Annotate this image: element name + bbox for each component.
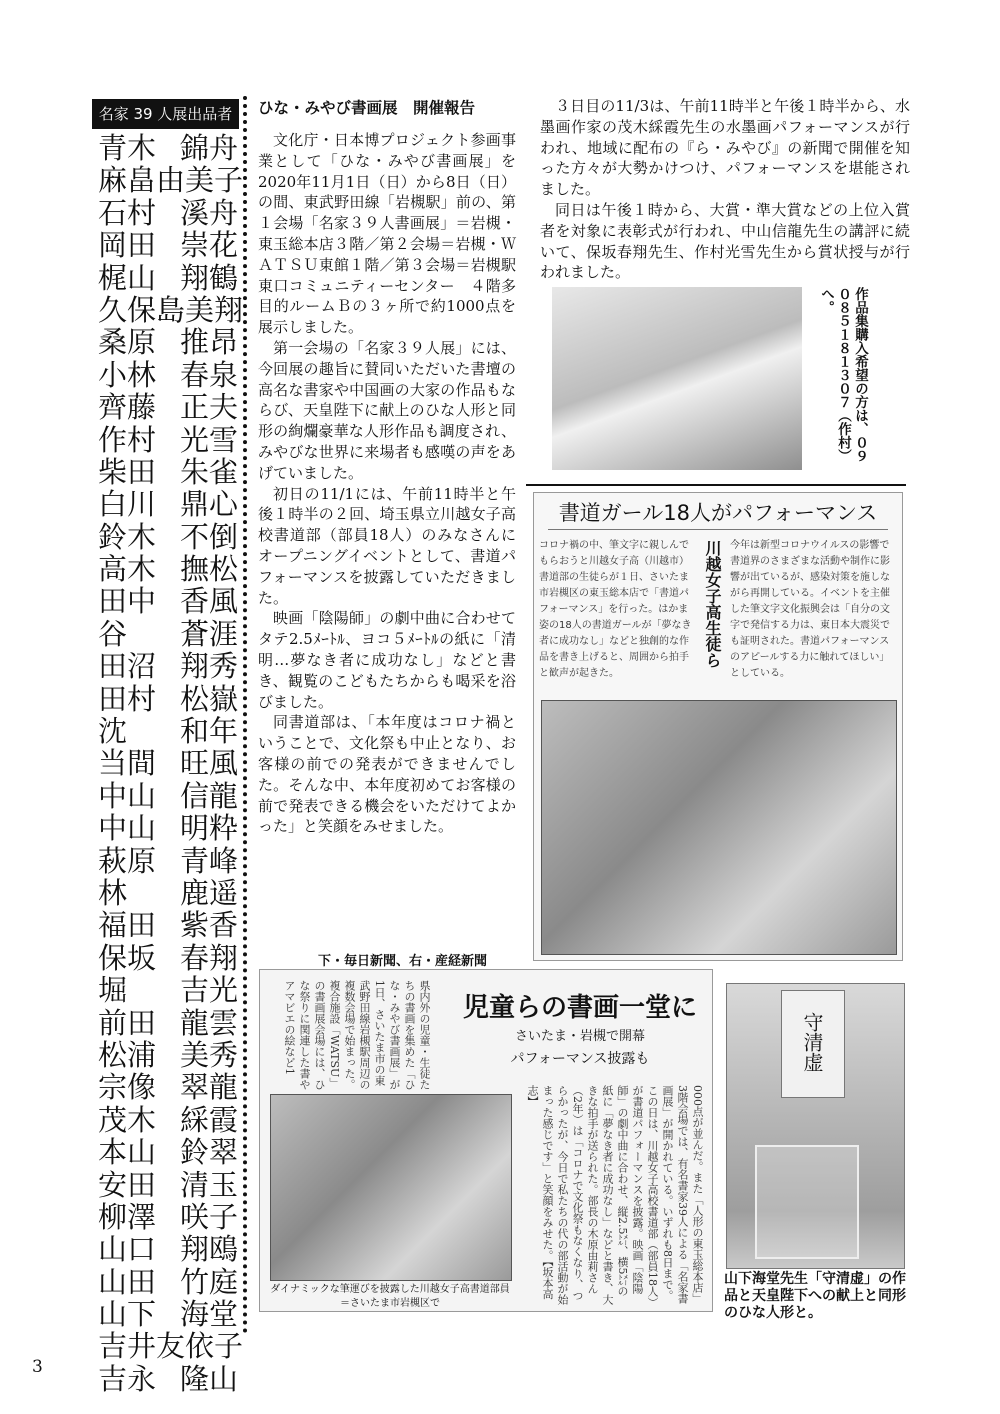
exhibitor-surname: 田中 — [98, 584, 157, 619]
exhibitor-name — [98, 1039, 238, 1071]
exhibitor-given-name: 崇花 — [179, 228, 238, 263]
exhibitor-surname: 吉井友 — [98, 1329, 186, 1364]
exhibitor-surname: 萩原 — [98, 843, 157, 878]
exhibitor-given-name: 翔秀 — [179, 649, 238, 684]
exhibitor-given-name: 依子 — [185, 1329, 244, 1364]
mainichi-photo-caption: ダイナミックな筆運びを披露した川越女子高書道部員＝さいたま市岩槻区で — [270, 1284, 510, 1309]
mainichi-lead: 県内外の児童・生徒たちの書画を集めた「ひな・みやび書画展」が1日、さいたま市の東武野田線岩槻駅周辺の複数会場で始まった。複合施設「WATSU」の書画展会場には、ひな祭りに関連した書やアマビエの絵など1 — [283, 980, 431, 1090]
exhibitor-given-name: 溪舟 — [179, 195, 238, 230]
exhibitor-name — [98, 974, 238, 1006]
exhibitor-name — [98, 780, 238, 812]
exhibitor-given-name: 和年 — [179, 714, 238, 749]
exhibitor-given-name: 翔鴎 — [179, 1232, 238, 1267]
exhibitor-given-name: 吉光 — [179, 973, 238, 1008]
exhibitor-surname: 安田 — [98, 1167, 157, 1202]
mainichi-body: 000点が並んだ。また「人形の東玉総本店」3階会場では、有名書家39人による「名家書画展」が開かれている。いずれも8日まで。この日は、川越女子高校書道部（部員18人）が書道パフォーマンスを披露。映画「陰陽師」の劇中曲に合わせ、縦2.5㍍、横5㍍の紙に「夢なき者に成功なし」などと書き、大きな拍手が送られた。部長の木原由莉さん（2年）は「コロナで文化祭もなくなり、つらかったが、今日で私たちの代の部活動が始まった感じです」と笑顔をみせた。【坂本高志】 — [526, 1085, 704, 1305]
exhibitor-given-name: 咲子 — [179, 1199, 238, 1234]
exhibitor-given-name: 青峰 — [179, 843, 238, 878]
exhibitor-name — [98, 585, 238, 617]
calligraphy-performance-photo — [541, 700, 897, 955]
exhibitor-surname: 岡田 — [98, 228, 157, 263]
exhibitor-name — [98, 1104, 238, 1136]
right-article — [540, 96, 910, 283]
hina-doll-display-case — [755, 1145, 859, 1259]
exhibitor-name — [98, 683, 238, 715]
exhibitor-surname: 前田 — [98, 1005, 157, 1040]
exhibitor-name — [98, 1071, 238, 1103]
section-rule — [526, 484, 906, 486]
exhibitor-surname: 石村 — [98, 195, 157, 230]
exhibitor-given-name: 錦舟 — [179, 131, 238, 165]
exhibitor-name — [98, 229, 238, 261]
exhibitor-given-name: 推昂 — [179, 325, 238, 360]
exhibitor-given-name: 綵霞 — [179, 1102, 238, 1137]
exhibitor-given-name: 竹庭 — [179, 1264, 238, 1299]
exhibit-caption: 山下海堂先生「守清虚」の作品と天皇陛下への献上と同形のひな人形と。 — [724, 1271, 906, 1321]
exhibitor-given-name: 光雪 — [179, 422, 238, 457]
exhibitor-surname: 堀 — [98, 973, 128, 1008]
exhibitor-surname: 梶山 — [98, 260, 157, 295]
exhibitor-given-name: 隆山 — [179, 1361, 238, 1396]
article-paragraph: 映画「陰陽師」の劇中曲に合わせてタテ2.5ﾒｰﾄﾙ、ヨコ５ﾒｰﾄﾙの紙に「清明…夢なき者に成功なし」などと書き、観覧のこどもたちからも喝采を浴びました。 — [258, 609, 516, 711]
exhibitor-surname: 茂木 — [98, 1102, 157, 1137]
order-notice: 作品集購入希望の方は、０９０８５１８１３０７（作村）へ。 — [818, 287, 868, 463]
article-paragraph: 同書道部は、「本年度はコロナ禍ということで、文化祭も中止となり、お客様の前での発表ができませんでした。そんな中、本年度初めてお客様の前で発表できる機会をいただけてよかった」と笑顔をみせました。 — [258, 713, 516, 836]
exhibitor-name — [98, 326, 238, 358]
exhibitor-surname: 久保島 — [98, 292, 186, 327]
right-article-paragraph: ３日目の11/3は、午前11時半と午後１時半から、水墨画作家の茂木綵霞先生の水墨画パフォーマンスが行われ、地域に配布の『ら・みやび』の新聞で開催を知った方々が大勢かけつけ、パフォーマンスを堪能されました。 — [540, 97, 910, 199]
sankei-vertical-heading: 川越女子高生徒ら — [703, 540, 722, 668]
exhibitor-given-name: 明粋 — [179, 811, 238, 846]
exhibitor-given-name: 信龍 — [179, 778, 238, 813]
exhibitor-surname: 田村 — [98, 681, 157, 716]
article-paragraph: 初日の11/1には、午前11時半と午後１時半の２回、埼玉県立川越女子高校書道部（部員18人）のみなさんにオープニングイベントとして、書道パフォーマンスを披露していただきました。 — [258, 484, 516, 607]
exhibitor-surname: 白川 — [98, 487, 157, 522]
exhibitor-surname: 齊藤 — [98, 390, 157, 425]
exhibitor-name — [98, 163, 244, 198]
exhibitor-surname: 柳澤 — [98, 1199, 157, 1234]
exhibitor-name — [98, 197, 238, 229]
exhibitor-name — [98, 1169, 238, 1201]
exhibitor-names-list — [98, 131, 244, 1396]
exhibitor-surname: 作村 — [98, 422, 157, 457]
exhibitor-name — [98, 292, 244, 327]
exhibitor-name — [98, 1363, 238, 1395]
exhibitor-given-name: 美子 — [185, 163, 244, 198]
exhibitor-given-name: 撫松 — [179, 552, 238, 587]
exhibitor-surname: 小林 — [98, 357, 157, 392]
exhibitor-surname: 宗像 — [98, 1070, 157, 1105]
exhibitor-surname: 中山 — [98, 778, 157, 813]
exhibitor-given-name: 美秀 — [179, 1037, 238, 1072]
catalog-book-photo — [552, 287, 802, 470]
exhibitor-name — [98, 618, 238, 650]
exhibitor-given-name: 春泉 — [179, 357, 238, 392]
exhibitor-given-name: 鹿遥 — [179, 875, 238, 910]
exhibitor-given-name: 紫香 — [179, 908, 238, 943]
article-body — [258, 130, 516, 837]
exhibitor-surname: 麻畠由 — [98, 163, 186, 198]
mainichi-headline: 児童らの書画一堂に — [462, 993, 697, 1023]
exhibitor-surname: 山田 — [98, 1264, 157, 1299]
exhibitor-given-name: 旺風 — [179, 746, 238, 781]
exhibitor-name — [98, 553, 238, 585]
exhibitor-surname: 松浦 — [98, 1037, 157, 1072]
exhibitor-name — [98, 456, 238, 488]
sankei-column-1: コロナ禍の中、筆文字に親しんでもらおうと川越女子高（川越市）書道部の生徒らが１日、さいたま市岩槻区の東玉総本店で「書道パフォーマンス」を行った。はかま姿の18人の書道ガールが「夢なき者に成功なし」などと独創的な作品を書き上げると、周囲から拍手と歓声が起きた。 — [539, 540, 692, 679]
article-paragraph: 文化庁・日本博プロジェクト参画事業として「ひな・みやび書画展」を2020年11月1日（日）から8日（日）の間、東武野田線「岩槻駅」前の、第１会場「名家３９人書画展」＝岩槻・東玉総本店３階／第２会場＝岩槻・ＷＡＴＳＵ東館１階／第３会場＝岩槻駅東口コミュニティーセンター ４階多目的ルームＢの３ヶ所で約1000点を展示しました。 — [258, 131, 516, 337]
exhibitor-surname: 高木 — [98, 552, 157, 587]
exhibitor-name — [98, 877, 238, 909]
exhibitor-surname: 沈 — [98, 714, 128, 749]
exhibitor-name — [98, 715, 238, 747]
article-paragraph: 第一会場の「名家３９人展」には、今回展の趣旨に賛同いただいた書壇の高名な書家や中国画の大家の作品もならび、天皇陛下に献上のひな人形と同形の絢爛豪華な人形作品も調度され、みやびな世界に来場者も感嘆の声をあげていました。 — [258, 338, 516, 482]
exhibitor-name — [98, 391, 238, 423]
sankei-column-2: 今年は新型コロナウイルスの影響で書道界のさまざまな活動や制作に影響が出ているが、感染対策を施しながら再開している。イベントを主催した筆文字文化振興会は「自分の文字で発信する力は、東日本大震災でも証明された。書道パフォーマンスのアピールする力に触れてほしい」としている。 — [730, 540, 890, 679]
exhibitor-given-name: 松嶽 — [179, 681, 238, 716]
mainichi-photo — [270, 1094, 512, 1281]
exhibitor-surname: 山下 — [98, 1297, 157, 1332]
exhibitor-given-name: 朱雀 — [179, 454, 238, 489]
exhibitor-name — [98, 262, 238, 294]
exhibitor-name — [98, 521, 238, 553]
exhibitor-surname: 山口 — [98, 1232, 157, 1267]
exhibitor-name — [98, 747, 238, 779]
mainichi-subhead-2: パフォーマンス披露も — [510, 1051, 650, 1067]
sankei-headline: 書道ガール18人がパフォーマンス — [548, 497, 888, 530]
exhibitor-name — [98, 845, 238, 877]
exhibitor-surname: 谷 — [98, 616, 128, 651]
exhibitor-surname: 吉永 — [98, 1361, 157, 1396]
exhibitor-surname: 桑原 — [98, 325, 157, 360]
exhibitor-name — [98, 1007, 238, 1039]
exhibitor-name — [98, 942, 238, 974]
exhibitor-surname: 福田 — [98, 908, 157, 943]
exhibitor-name — [98, 1233, 238, 1265]
exhibitor-given-name: 春翔 — [179, 940, 238, 975]
right-article-paragraph: 同日は午後１時から、大賞・準大賞などの上位入賞者を対象に表彰式が行われ、中山信龍先生の講評に続いて、保坂春翔先生、作村光雪先生から賞状授与が行われました。 — [540, 200, 910, 282]
page-number: 3 — [32, 1357, 43, 1377]
exhibitor-name — [98, 1201, 238, 1233]
exhibitor-name — [98, 650, 238, 682]
exhibitor-given-name: 正夫 — [179, 390, 238, 425]
exhibitor-given-name: 翔鶴 — [179, 260, 238, 295]
exhibitor-given-name: 清玉 — [179, 1167, 238, 1202]
mainichi-subhead: さいたま・岩槻で開幕 — [514, 1029, 645, 1044]
exhibitor-given-name: 香風 — [179, 584, 238, 619]
exhibitor-given-name: 不倒 — [179, 519, 238, 554]
scroll-calligraphy-text: 守清虚 — [800, 1012, 824, 1072]
exhibitor-name — [98, 488, 238, 520]
exhibitor-given-name: 翠龍 — [179, 1070, 238, 1105]
dotted-divider — [243, 96, 247, 1334]
exhibitor-name — [98, 1329, 244, 1364]
names-column-header: 名家 39 人展出品者 — [92, 99, 239, 129]
exhibitor-given-name: 龍雲 — [179, 1005, 238, 1040]
exhibitor-given-name: 美翔 — [185, 292, 244, 327]
exhibitor-surname: 本山 — [98, 1135, 157, 1170]
exhibitor-given-name: 海堂 — [179, 1297, 238, 1332]
exhibitor-surname: 青木 — [98, 131, 157, 165]
exhibitor-name — [98, 359, 238, 391]
exhibitor-surname: 中山 — [98, 811, 157, 846]
exhibitor-name — [98, 909, 238, 941]
exhibitor-given-name: 鼎心 — [179, 487, 238, 522]
exhibitor-name — [98, 424, 238, 456]
exhibitor-name — [98, 1136, 238, 1168]
exhibitor-surname: 柴田 — [98, 454, 157, 489]
exhibitor-name — [98, 1266, 238, 1298]
article-title: ひな・みやび書画展 開催報告 — [258, 99, 476, 117]
exhibitor-surname: 林 — [98, 875, 128, 910]
source-caption: 下・毎日新聞、右・産経新聞 — [318, 954, 488, 969]
exhibitor-name — [98, 812, 238, 844]
exhibitor-surname: 田沼 — [98, 649, 157, 684]
exhibitor-surname: 保坂 — [98, 940, 157, 975]
exhibitor-name — [98, 1298, 238, 1330]
exhibitor-given-name: 蒼涯 — [179, 616, 238, 651]
exhibitor-surname: 当間 — [98, 746, 157, 781]
exhibitor-surname: 鈴木 — [98, 519, 157, 554]
exhibitor-given-name: 鈴翠 — [179, 1135, 238, 1170]
exhibitor-name — [98, 132, 238, 164]
